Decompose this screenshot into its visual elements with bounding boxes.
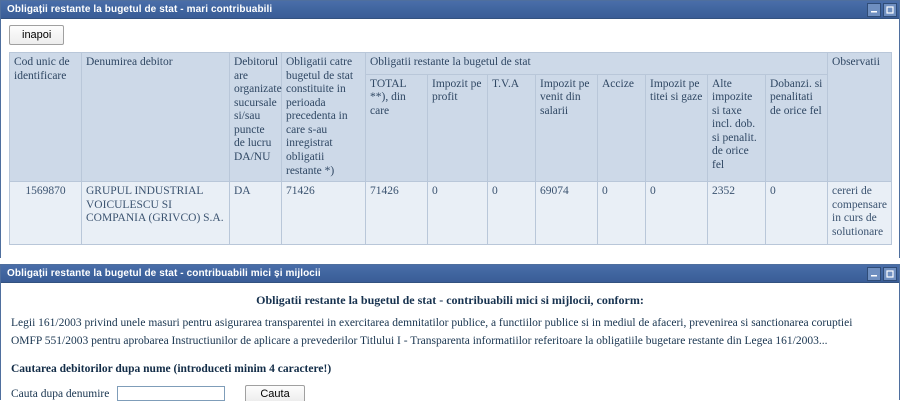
section-heading: Obligatii restante la bugetul de stat - contribuabili mici si mijlocii, conform: <box>256 293 644 307</box>
window2-titlebar[interactable] <box>1 265 899 283</box>
window2-controls <box>867 267 897 281</box>
maximize-icon[interactable] <box>883 3 897 17</box>
cell-total: 71426 <box>366 182 428 245</box>
cell-accize: 0 <box>598 182 646 245</box>
col-impozit-profit: Impozit pe profit <box>428 74 488 181</box>
maximize-icon[interactable] <box>883 267 897 281</box>
window1-title: Obligații restante la bugetul de stat - mari contribuabili <box>7 4 273 15</box>
col-denumire: Denumirea debitor <box>82 53 230 182</box>
col-total: TOTAL **), din care <box>366 74 428 181</box>
col-dobanzi: Dobanzi. si penalitati de orice fel <box>766 74 828 181</box>
back-button[interactable]: inapoi <box>9 25 64 45</box>
table-row[interactable] <box>10 182 892 245</box>
cell-dobanzi: 0 <box>766 182 828 245</box>
col-cod: Cod unic de identificare <box>10 53 82 182</box>
col-tva: T.V.A <box>488 74 536 181</box>
table-header-group-row <box>10 53 892 75</box>
obligatii-table <box>9 52 892 245</box>
col-accize: Accize <box>598 74 646 181</box>
cell-cod: 1569870 <box>10 182 82 245</box>
cell-alte-impozite: 2352 <box>708 182 766 245</box>
window1-body <box>1 19 899 258</box>
col-alte-impozite: Alte impozite si taxe incl. dob. si penalit. de orice fel <box>708 74 766 181</box>
window1-titlebar[interactable] <box>1 1 899 19</box>
col-impozit-salarii: Impozit pe venit din salarii <box>536 74 598 181</box>
legal-line-2: OMFP 551/2003 pentru aprobarea Instructiunilor de aplicare a prevederilor Titlului I - Transparenta informatiilor referitoare la obligatiile bugetare restante din Legea 161/2003... <box>11 335 828 348</box>
col-observatii: Observatii <box>828 53 892 182</box>
cell-tva: 0 <box>488 182 536 245</box>
search-button[interactable]: Cauta <box>245 385 304 401</box>
cell-denumire: GRUPUL INDUSTRIAL VOICULESCU SI COMPANIA (GRIVCO) S.A. <box>82 182 230 245</box>
col-obligatii-perioada: Obligatii catre bugetul de stat constituite in perioada precedenta in care s-au inregistrat obligatii restante *) <box>282 53 366 182</box>
col-impozit-titei: Impozit pe titei si gaze <box>646 74 708 181</box>
window-mici-mijlocii <box>0 264 900 400</box>
col-sucursale: Debitorul are organizate sucursale si/sau puncte de lucru DA/NU <box>230 53 282 182</box>
cell-impozit-titei: 0 <box>646 182 708 245</box>
search-input[interactable] <box>117 386 225 401</box>
search-label: Cauta dupa denumire <box>11 387 110 400</box>
legal-line-1: Legii 161/2003 privind unele masuri pentru asigurarea transparentei in exercitarea demnitatilor publice, a functiilor publice si in mediul de afaceri, prevenirea si sanctionarea coruptiei <box>11 317 853 329</box>
cell-observatii: cereri de compensare in curs de solutionare <box>828 182 892 245</box>
cell-obligatii-perioada: 71426 <box>282 182 366 245</box>
window2-body <box>1 283 899 400</box>
cell-impozit-salarii: 69074 <box>536 182 598 245</box>
col-group-obligatii-restante: Obligatii restante la bugetul de stat <box>366 53 828 75</box>
search-subheading: Cautarea debitorilor dupa nume (introduceti minim 4 caractere!) <box>11 362 332 375</box>
window1-controls <box>867 3 897 17</box>
search-row <box>11 385 889 401</box>
minimize-icon[interactable] <box>867 267 881 281</box>
minimize-icon[interactable] <box>867 3 881 17</box>
cell-sucursale: DA <box>230 182 282 245</box>
cell-impozit-profit: 0 <box>428 182 488 245</box>
window2-title: Obligații restante la bugetul de stat - contribuabili mici și mijlocii <box>7 268 321 279</box>
